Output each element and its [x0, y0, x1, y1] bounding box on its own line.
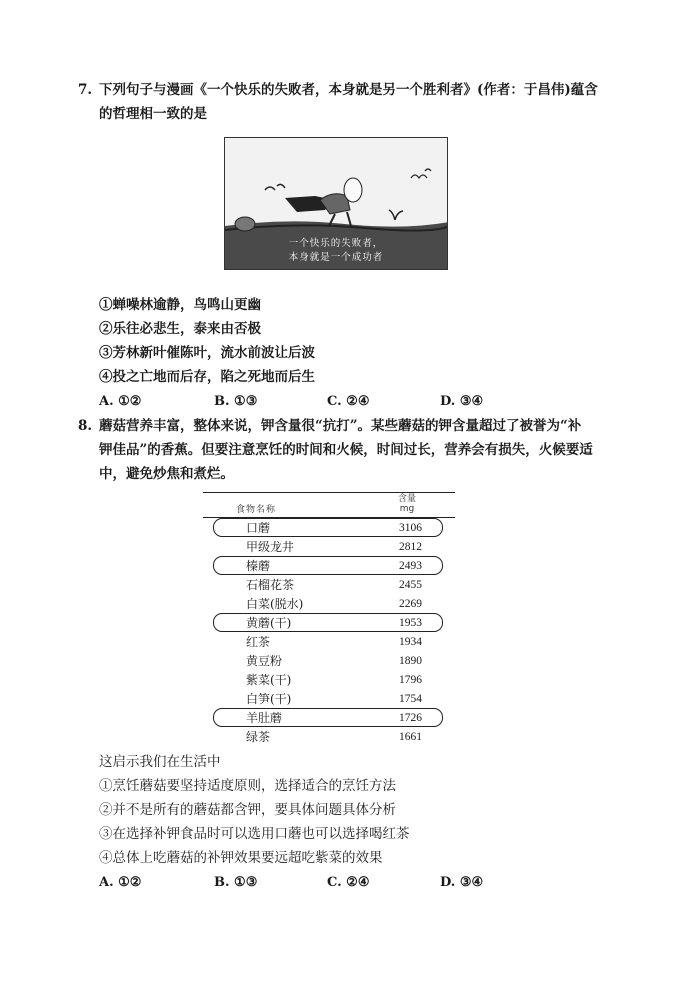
food-name-cell: 红茶 [246, 635, 271, 649]
cartoon-caption-line-1: 一个快乐的失败者， [288, 238, 384, 249]
food-name-cell: 白菜(脱水) [246, 597, 304, 611]
potassium-value-cell: 1934 [399, 636, 422, 648]
question-8-number: 8. [78, 418, 93, 434]
potassium-value-cell: 1890 [399, 655, 422, 667]
cartoon-caption-line-2: 本身就是一个成功者 [288, 252, 384, 263]
q8-lead: 这启示我们在生活中 [99, 754, 221, 770]
potassium-value-cell: 1953 [399, 617, 422, 629]
table-header-amount [398, 494, 416, 514]
potassium-value-cell: 1661 [399, 731, 422, 743]
potassium-value-cell: 1796 [399, 674, 422, 686]
potassium-value-cell: 2269 [399, 598, 422, 610]
q7-option-d[interactable]: D. ③④ [440, 394, 484, 409]
question-7-number: 7. [78, 82, 93, 98]
q8-option-c[interactable]: C. ②④ [327, 875, 370, 890]
question-7-stem-line-2: 的哲理相一致的是 [99, 106, 207, 122]
table-row [203, 557, 455, 576]
potassium-table [203, 492, 455, 750]
table-header-amount-label: 含量 [398, 494, 417, 504]
table-row [203, 519, 455, 538]
q7-statement-3: ③芳林新叶催陈叶，流水前波让后波 [99, 345, 315, 361]
q7-statement-1: ①蝉噪林逾静，鸟鸣山更幽 [99, 297, 261, 313]
potassium-value-cell: 2493 [399, 560, 422, 572]
potassium-value-cell: 3106 [399, 522, 422, 534]
cartoon-caption [225, 237, 447, 265]
table-row [203, 652, 455, 671]
food-name-cell: 白笋(干) [246, 692, 292, 706]
q7-statement-2: ②乐往必悲生，泰来由否极 [99, 321, 261, 337]
table-row [203, 614, 455, 633]
food-name-cell: 绿茶 [246, 730, 271, 744]
potassium-value-cell: 2812 [399, 541, 422, 553]
food-name-cell: 羊肚蘑 [246, 711, 283, 725]
q8-statement-1: ①烹饪蘑菇要坚持适度原则，选择适合的烹饪方法 [99, 778, 396, 794]
table-top-rule [203, 492, 455, 493]
food-name-cell: 榛蘑 [246, 559, 271, 573]
table-row [203, 690, 455, 709]
table-row [203, 595, 455, 614]
table-header-amount-unit: mg [399, 504, 415, 514]
food-name-cell: 黄蘑(干) [246, 616, 292, 630]
food-name-cell: 黄豆粉 [246, 654, 283, 668]
question-8-stem-line-3: 中，避免炒焦和煮烂。 [99, 466, 234, 482]
question-7-stem-line-1: 下列句子与漫画《一个快乐的失败者，本身就是另一个胜利者》(作者：于昌伟)蕴含 [99, 82, 598, 98]
q7-option-a[interactable]: A. ①② [99, 394, 142, 409]
q8-option-b[interactable]: B. ①③ [214, 875, 258, 890]
q7-option-c[interactable]: C. ②④ [327, 394, 370, 409]
food-name-cell: 紫菜(干) [246, 673, 292, 687]
question-8-stem-line-2: 钾佳品”的香蕉。但要注意烹饪的时间和火候，时间过长，营养会有损失，火候要适 [99, 442, 593, 458]
table-row [203, 633, 455, 652]
table-row [203, 709, 455, 728]
q8-option-a[interactable]: A. ①② [99, 875, 142, 890]
table-row [203, 671, 455, 690]
table-row [203, 576, 455, 595]
q7-statement-4: ④投之亡地而后存，陷之死地而后生 [99, 369, 315, 385]
table-row [203, 728, 455, 747]
cartoon-image [224, 137, 448, 270]
q8-statement-3: ③在选择补钾食品时可以选用口蘑也可以选择喝红茶 [99, 826, 410, 842]
q8-statement-2: ②并不是所有的蘑菇都含钾，要具体问题具体分析 [99, 802, 396, 818]
food-name-cell: 口蘑 [246, 521, 271, 535]
q8-statement-4: ④总体上吃蘑菇的补钾效果要远超吃紫菜的效果 [99, 850, 383, 866]
q7-option-b[interactable]: B. ①③ [214, 394, 258, 409]
potassium-value-cell: 1726 [399, 712, 422, 724]
potassium-value-cell: 2455 [399, 579, 422, 591]
food-name-cell: 石榴花茶 [246, 578, 295, 592]
table-row [203, 538, 455, 557]
food-name-cell: 甲级龙井 [246, 540, 295, 554]
potassium-value-cell: 1754 [399, 693, 422, 705]
table-header-name: 食物名称 [236, 505, 277, 515]
q8-option-d[interactable]: D. ③④ [440, 875, 484, 890]
question-8-stem-line-1: 蘑菇营养丰富，整体来说，钾含量很“抗打”。某些蘑菇的钾含量超过了被誉为“补 [99, 418, 582, 434]
